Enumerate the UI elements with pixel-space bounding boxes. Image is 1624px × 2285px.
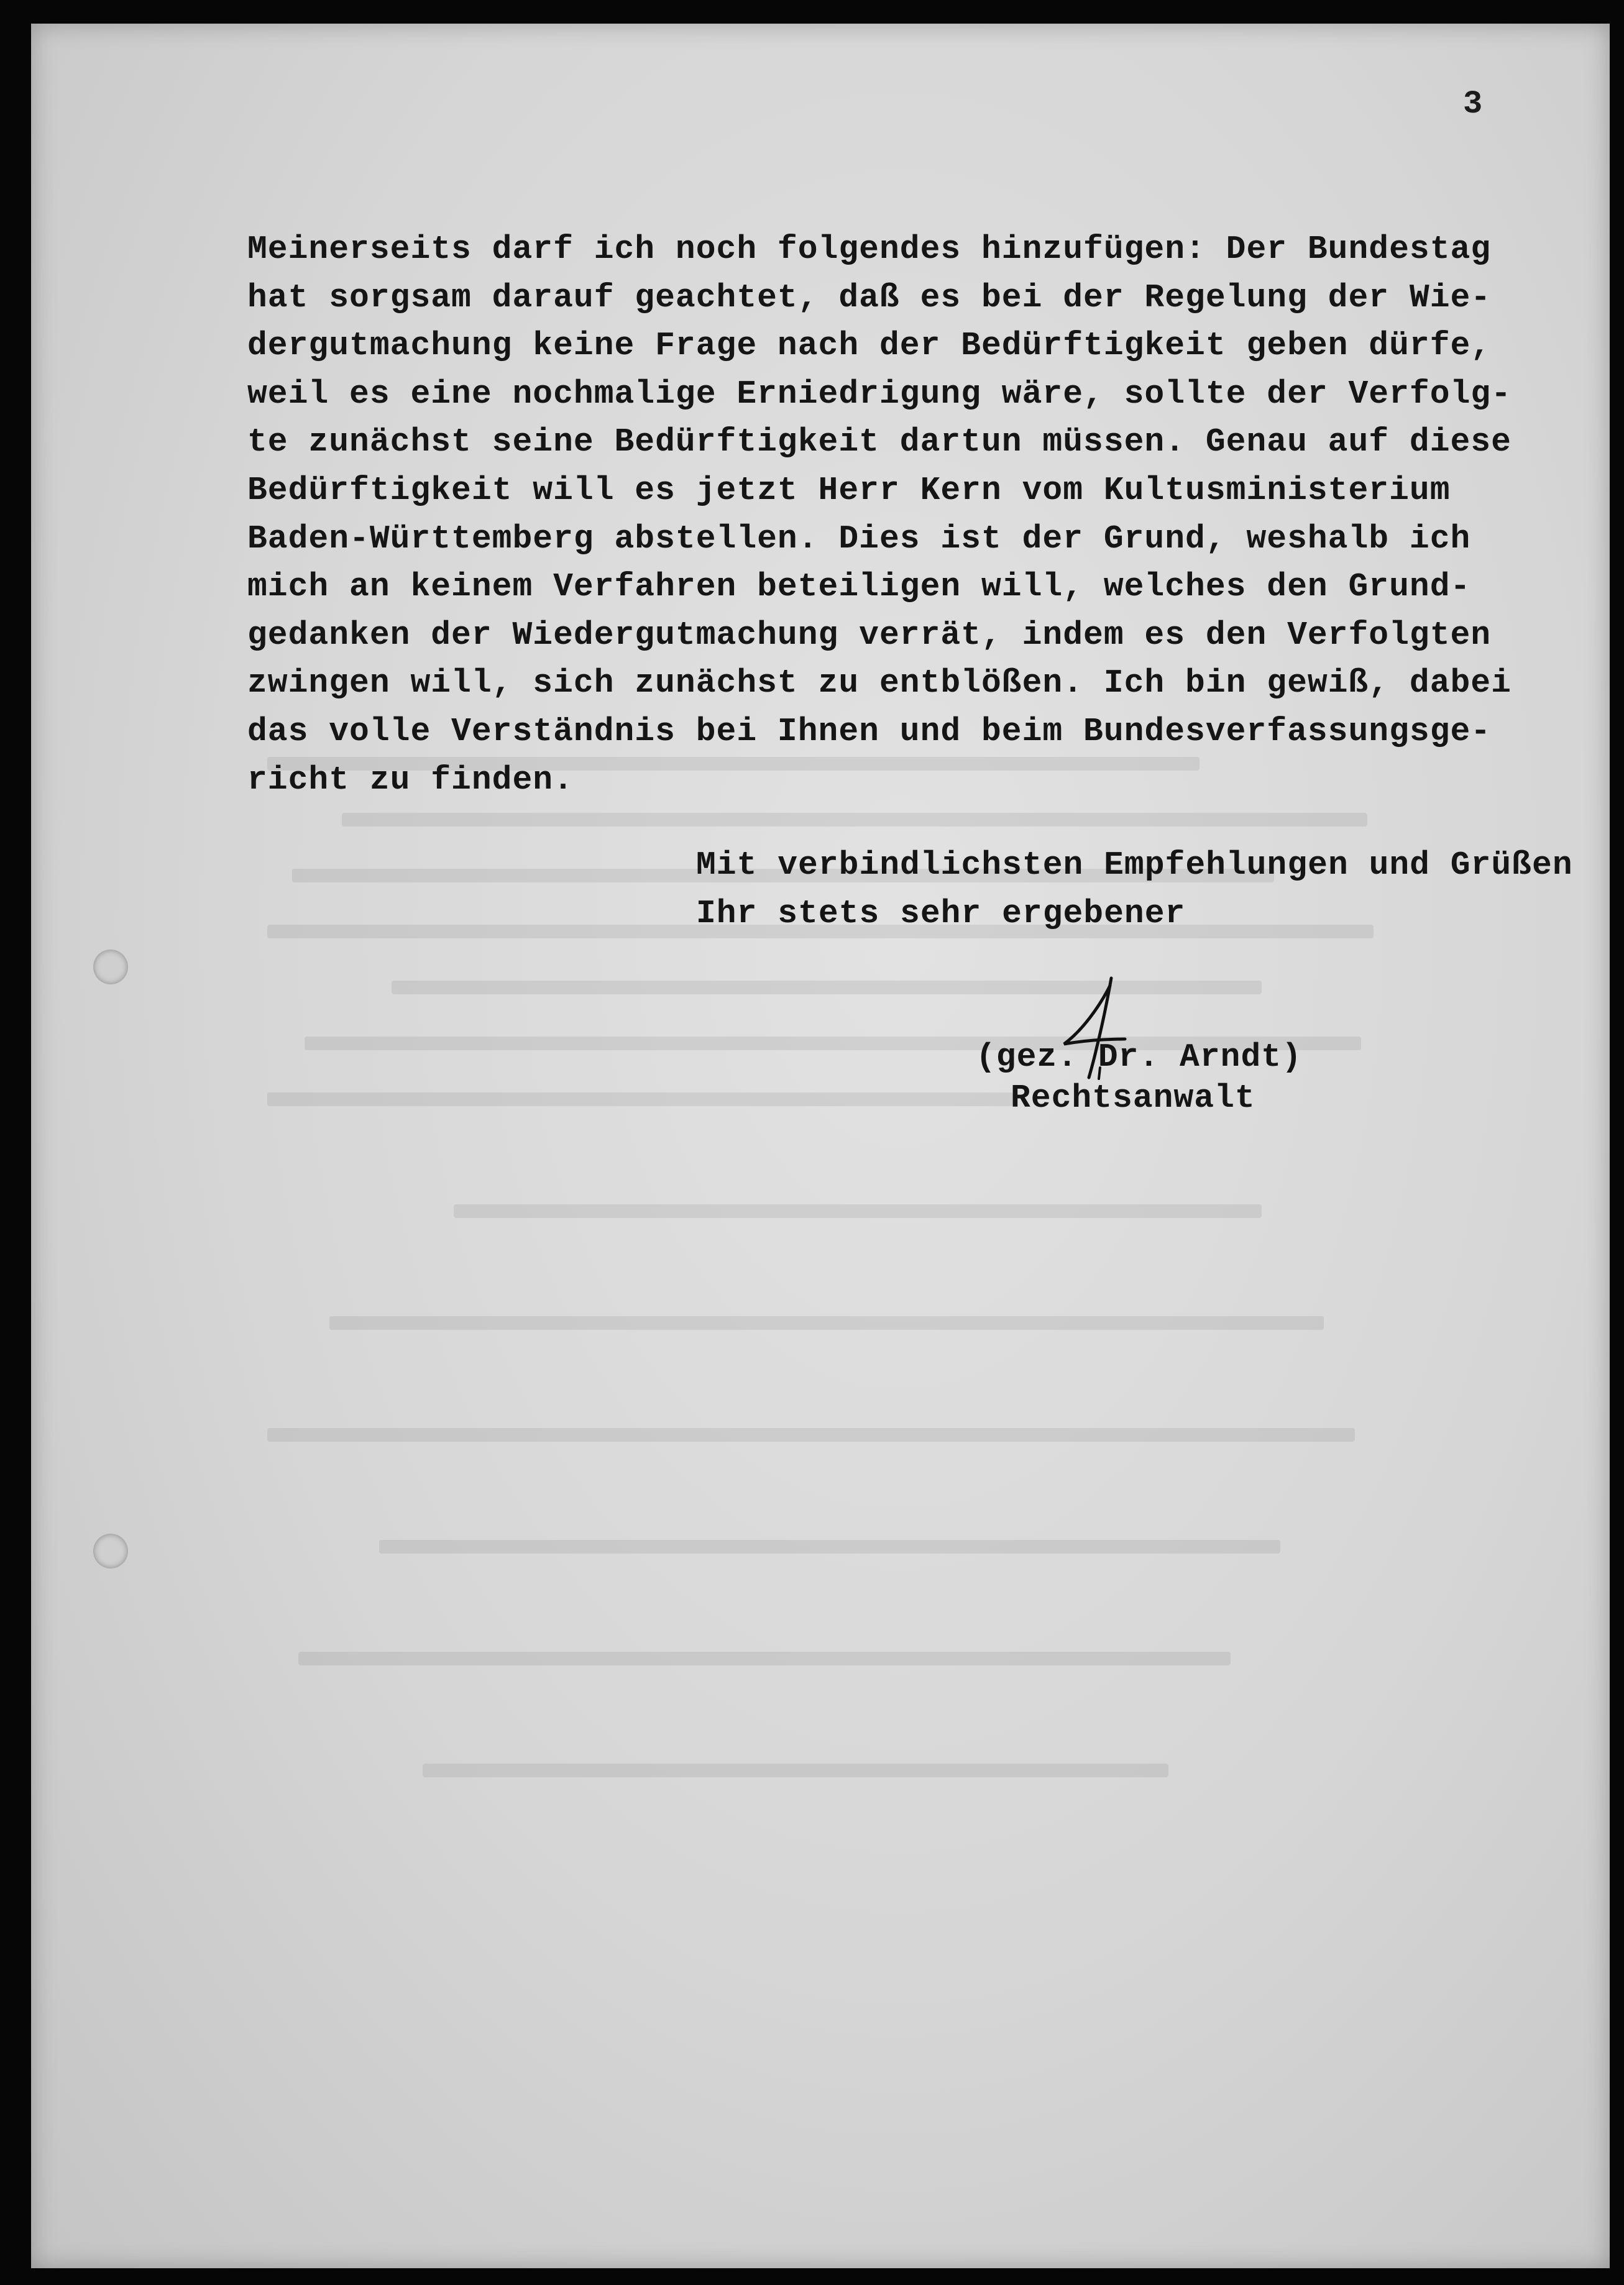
body-line: hat sorgsam darauf geachtet, daß es bei der Regelung der Wie- (247, 278, 1492, 316)
closing-greeting: Mit verbindlichsten Empfehlungen und Grüßen (696, 846, 1573, 884)
page-number: 3 (1463, 86, 1483, 122)
closing-valediction: Ihr stets sehr ergebener (696, 895, 1186, 932)
body-line: richt zu finden. (247, 761, 574, 799)
body-line: das volle Verständnis bei Ihnen und beim Bundesverfassungsge- (247, 712, 1492, 750)
body-line: mich an keinem Verfahren beteiligen will, welches den Grund- (247, 568, 1471, 606)
document-page (31, 24, 1610, 2268)
body-line: dergutmachung keine Frage nach der Bedürftigkeit geben dürfe, (247, 327, 1492, 365)
body-line: Meinerseits darf ich noch folgendes hinzufügen: Der Bundestag (247, 231, 1492, 268)
closing-block (696, 841, 1573, 938)
body-line: weil es eine nochmalige Erniedrigung wäre, sollte der Verfolg- (247, 375, 1512, 413)
letter-body (247, 226, 1512, 804)
body-line: gedanken der Wiedergutmachung verrät, indem es den Verfolgten (247, 616, 1492, 654)
body-line: te zunächst seine Bedürftigkeit dartun müssen. Genau auf diese (247, 423, 1512, 461)
signature-title: Rechtsanwalt (1011, 1079, 1255, 1117)
punch-hole (93, 950, 128, 984)
signature-name: (gez. Dr. Arndt) (976, 1038, 1302, 1076)
body-line: zwingen will, sich zunächst zu entblößen. Ich bin gewiß, dabei (247, 664, 1512, 702)
body-line: Bedürftigkeit will es jetzt Herr Kern vom Kultusministerium (247, 471, 1451, 509)
punch-hole (93, 1534, 128, 1568)
signature-block (976, 1037, 1302, 1119)
body-line: Baden-Württemberg abstellen. Dies ist der Grund, weshalb ich (247, 520, 1471, 557)
